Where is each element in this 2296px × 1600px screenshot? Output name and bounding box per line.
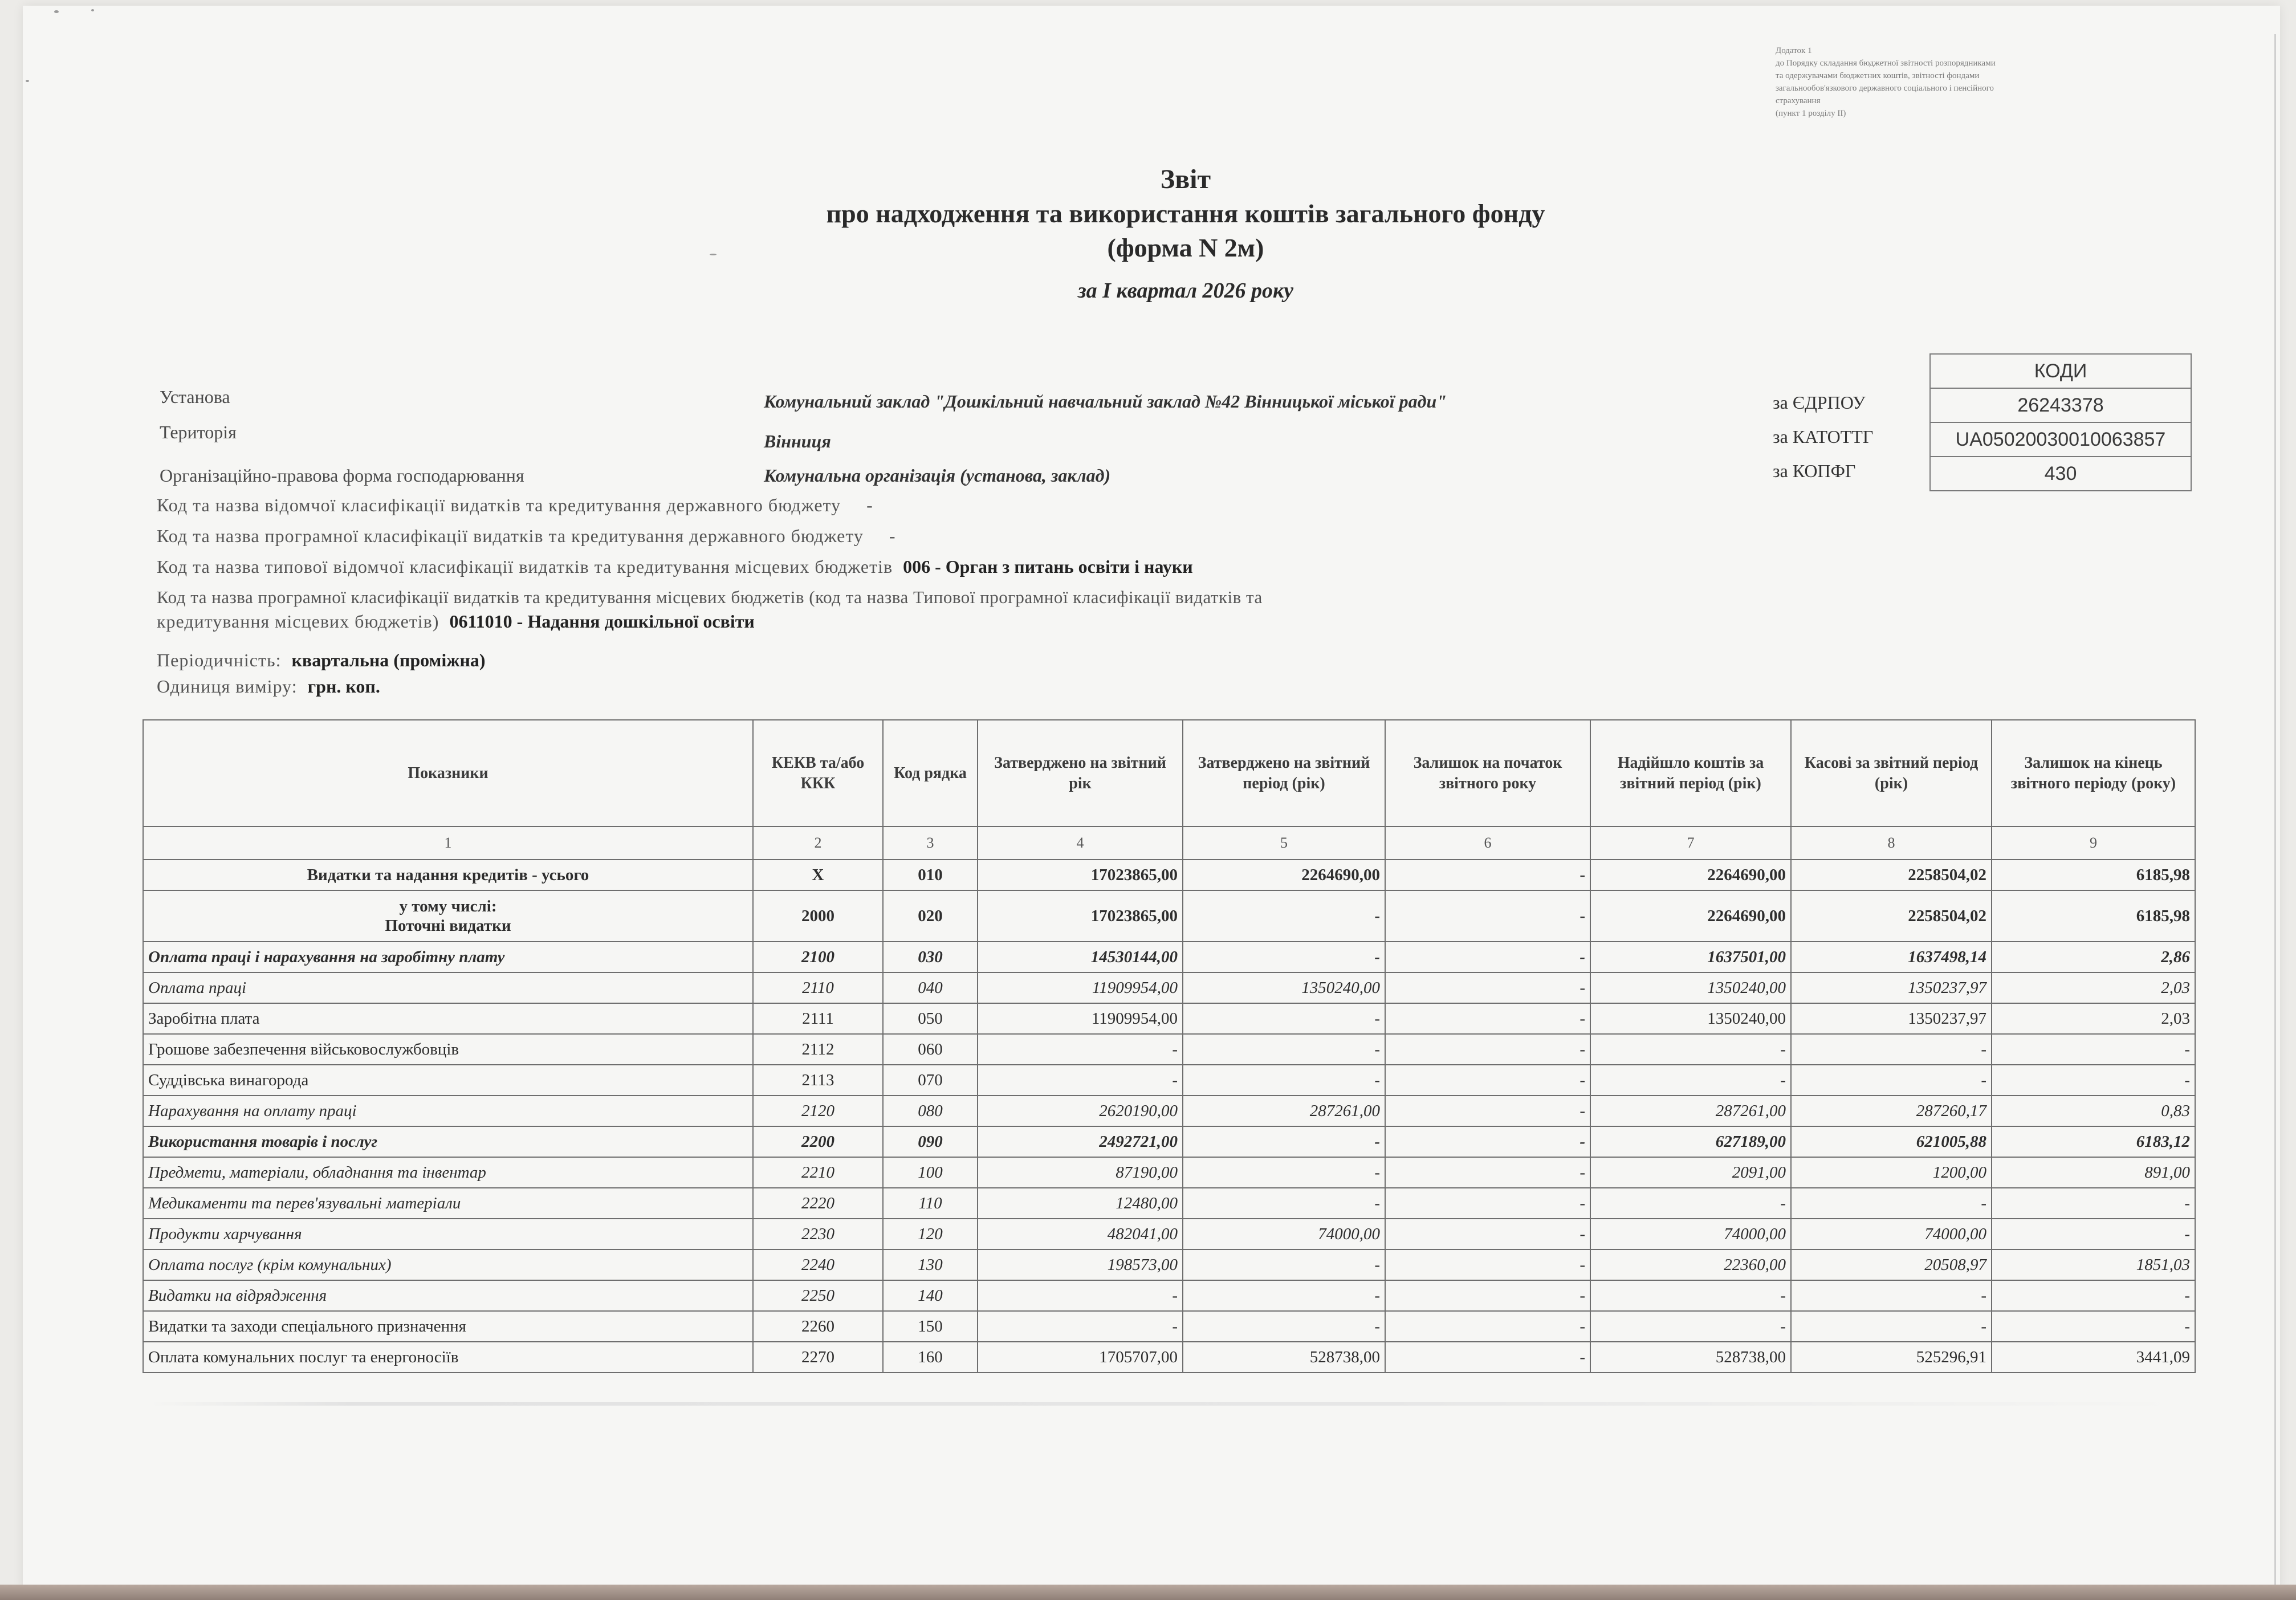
balance-start-cell: - <box>1385 1003 1590 1034</box>
kekv-cell: 2240 <box>753 1249 883 1280</box>
approved-period-cell: - <box>1183 1280 1385 1311</box>
approved-period-cell: 2264690,00 <box>1183 860 1385 890</box>
indicator-name-cell <box>143 1219 753 1249</box>
column-number: 5 <box>1183 827 1385 860</box>
appendix-line: страхування <box>1776 96 1821 105</box>
scan-speck <box>26 80 29 82</box>
indicator-name: Оплата послуг (крім комунальних) <box>148 1255 392 1274</box>
table-row <box>143 1003 2195 1034</box>
indicator-name-cell <box>143 1280 753 1311</box>
table-row <box>143 1219 2195 1249</box>
col-header-indicators: Показники <box>143 720 753 827</box>
col-header-cash: Касові за звітний період (рік) <box>1791 720 1992 827</box>
edrpou-label: за ЄДРПОУ <box>1773 392 1866 413</box>
row-code-cell: 090 <box>883 1126 978 1157</box>
balance-start-cell: - <box>1385 890 1590 942</box>
table-row <box>143 890 2195 942</box>
indicator-name: Оплата праці <box>148 978 247 997</box>
approved-year-cell: 14530144,00 <box>978 942 1183 972</box>
received-cell: 1350240,00 <box>1590 972 1791 1003</box>
unit-label: Одиниця виміру: <box>157 676 298 697</box>
institution-value: Комунальний заклад "Дошкільний навчальний заклад №42 Вінницької міської ради" <box>764 391 1447 412</box>
balance-start-cell: - <box>1385 1157 1590 1188</box>
prog-state-value: - <box>889 526 896 546</box>
cash-cell: - <box>1791 1034 1992 1065</box>
col-header-approved-period: Затверджено на звітний період (рік) <box>1183 720 1385 827</box>
indicator-name-cell <box>143 1126 753 1157</box>
received-cell: 2264690,00 <box>1590 890 1791 942</box>
column-number: 6 <box>1385 827 1590 860</box>
received-cell: 2091,00 <box>1590 1157 1791 1188</box>
received-cell: - <box>1590 1188 1791 1219</box>
typical-dept-label: Код та назва типової відомчої класифікації видатків та кредитування місцевих бюджетів <box>157 556 893 577</box>
prog-state-label: Код та назва програмної класифікації видатків та кредитування державного бюджету <box>157 526 864 546</box>
table-row <box>143 1188 2195 1219</box>
cash-cell: - <box>1791 1311 1992 1342</box>
col-header-kekv: КЕКВ та/або ККК <box>753 720 883 827</box>
kekv-cell: 2113 <box>753 1065 883 1096</box>
approved-year-cell: 17023865,00 <box>978 890 1183 942</box>
appendix-line: (пункт 1 розділу II) <box>1776 109 1846 118</box>
cash-cell: 287260,17 <box>1791 1096 1992 1126</box>
prog-local-label-1: Код та назва програмної класифікації видатків та кредитування місцевих бюджетів (код та назва Типової програмної класифікації видатків та <box>157 587 1263 607</box>
indicator-name: Використання товарів і послуг <box>148 1132 378 1151</box>
katottg-label: за КАТОТТГ <box>1773 426 1874 447</box>
typical-dept-value: 006 - Орган з питань освіти і науки <box>903 556 1193 577</box>
appendix-line: Додаток 1 <box>1776 46 1812 55</box>
col-header-received: Надійшло коштів за звітний період (рік) <box>1590 720 1791 827</box>
indicator-name: Продукти харчування <box>148 1224 302 1243</box>
katottg-code: UA05020030010063857 <box>1930 422 2191 457</box>
approved-period-cell: - <box>1183 1311 1385 1342</box>
kekv-cell: 2120 <box>753 1096 883 1126</box>
approved-year-cell: 11909954,00 <box>978 972 1183 1003</box>
approved-period-cell: 1350240,00 <box>1183 972 1385 1003</box>
received-cell: 74000,00 <box>1590 1219 1791 1249</box>
indicator-name-cell <box>143 1065 753 1096</box>
indicator-name: Суддівська винагорода <box>148 1070 309 1089</box>
territory-label: Територія <box>160 422 237 442</box>
column-number: 8 <box>1791 827 1992 860</box>
kekv-cell: 2111 <box>753 1003 883 1034</box>
indicator-name-cell <box>143 972 753 1003</box>
received-cell: 2264690,00 <box>1590 860 1791 890</box>
balance-start-cell: - <box>1385 1096 1590 1126</box>
balance-start-cell: - <box>1385 860 1590 890</box>
appendix-note <box>1776 44 2220 120</box>
report-title <box>684 162 1687 311</box>
approved-period-cell: - <box>1183 942 1385 972</box>
column-number: 4 <box>978 827 1183 860</box>
cash-cell: 2258504,02 <box>1791 860 1992 890</box>
row-code-cell: 070 <box>883 1065 978 1096</box>
balance-start-cell: - <box>1385 1219 1590 1249</box>
balance-start-cell: - <box>1385 1249 1590 1280</box>
approved-year-cell: 11909954,00 <box>978 1003 1183 1034</box>
prog-local-label-2: кредитування місцевих бюджетів) <box>157 611 439 632</box>
balance-start-cell: - <box>1385 942 1590 972</box>
indicator-name: Нарахування на оплату праці <box>148 1101 357 1120</box>
table-header-row <box>143 720 2195 827</box>
indicator-name: Предмети, матеріали, обладнання та інвентар <box>148 1163 486 1182</box>
approved-year-cell: 87190,00 <box>978 1157 1183 1188</box>
title-line-2: про надходження та використання коштів загального фонду <box>826 199 1545 228</box>
received-cell: - <box>1590 1065 1791 1096</box>
table-row <box>143 1311 2195 1342</box>
cash-cell: 1637498,14 <box>1791 942 1992 972</box>
codes-box <box>1929 353 2192 491</box>
approved-period-cell: - <box>1183 1126 1385 1157</box>
indicator-name: Видатки та надання кредитів - усього <box>307 865 589 884</box>
scan-speck <box>91 9 94 11</box>
kopfg-code: 430 <box>1930 457 2191 491</box>
indicator-name: Медикаменти та перев'язувальні матеріали <box>148 1194 461 1212</box>
received-cell: 528738,00 <box>1590 1342 1791 1373</box>
approved-year-cell: 2620190,00 <box>978 1096 1183 1126</box>
indicator-name-cell <box>143 1003 753 1034</box>
received-cell: 1350240,00 <box>1590 1003 1791 1034</box>
received-cell: - <box>1590 1280 1791 1311</box>
column-number: 9 <box>1992 827 2195 860</box>
row-code-cell: 160 <box>883 1342 978 1373</box>
scan-speck <box>54 10 59 13</box>
kekv-cell: 2250 <box>753 1280 883 1311</box>
approved-year-cell: 198573,00 <box>978 1249 1183 1280</box>
kekv-cell: 2220 <box>753 1188 883 1219</box>
row-code-cell: 030 <box>883 942 978 972</box>
approved-year-cell: 12480,00 <box>978 1188 1183 1219</box>
balance-end-cell: - <box>1992 1280 2195 1311</box>
balance-end-cell: 6183,12 <box>1992 1126 2195 1157</box>
kekv-cell: 2210 <box>753 1157 883 1188</box>
balance-end-cell: 2,03 <box>1992 1003 2195 1034</box>
appendix-line: загальнообов'язкового державного соціального і пенсійного <box>1776 84 1994 93</box>
approved-period-cell: - <box>1183 890 1385 942</box>
approved-period-cell: 528738,00 <box>1183 1342 1385 1373</box>
approved-period-cell: - <box>1183 1065 1385 1096</box>
indicator-name-cell <box>143 1249 753 1280</box>
indicator-name-cell <box>143 942 753 972</box>
row-code-cell: 080 <box>883 1096 978 1126</box>
cash-cell: 621005,88 <box>1791 1126 1992 1157</box>
row-code-cell: 130 <box>883 1249 978 1280</box>
balance-end-cell: 3441,09 <box>1992 1342 2195 1373</box>
balance-start-cell: - <box>1385 972 1590 1003</box>
kekv-cell: 2110 <box>753 972 883 1003</box>
prog-local-classification <box>157 587 1263 608</box>
approved-period-cell: - <box>1183 1157 1385 1188</box>
org-form-label: Організаційно-правова форма господарювання <box>160 465 524 486</box>
balance-end-cell: 6185,98 <box>1992 890 2195 942</box>
cash-cell: - <box>1791 1280 1992 1311</box>
periodicity-label: Періодичність: <box>157 650 282 670</box>
codes-header: КОДИ <box>1930 354 2191 388</box>
org-form-value: Комунальна організація (установа, заклад) <box>764 465 1111 486</box>
balance-start-cell: - <box>1385 1342 1590 1373</box>
row-code-cell: 140 <box>883 1280 978 1311</box>
balance-end-cell: - <box>1992 1065 2195 1096</box>
row-code-cell: 110 <box>883 1188 978 1219</box>
balance-end-cell: - <box>1992 1188 2195 1219</box>
report-table <box>143 719 2196 1373</box>
indicator-name-cell <box>143 890 753 942</box>
row-code-cell: 020 <box>883 890 978 942</box>
col-header-approved-year: Затверджено на звітний рік <box>978 720 1183 827</box>
column-number: 3 <box>883 827 978 860</box>
periodicity <box>157 650 486 671</box>
desk-surface <box>0 1585 2296 1600</box>
kekv-cell: 2100 <box>753 942 883 972</box>
unit-value: грн. коп. <box>307 676 380 697</box>
approved-period-cell: 74000,00 <box>1183 1219 1385 1249</box>
approved-year-cell: 17023865,00 <box>978 860 1183 890</box>
indicator-name: Заробітна плата <box>148 1009 260 1028</box>
title-line-3: (форма N 2м) <box>1107 233 1264 262</box>
approved-period-cell: - <box>1183 1188 1385 1219</box>
indicator-name-cell <box>143 1034 753 1065</box>
indicator-name: у тому числі: <box>399 897 497 915</box>
approved-year-cell: 1705707,00 <box>978 1342 1183 1373</box>
received-cell: 22360,00 <box>1590 1249 1791 1280</box>
column-number-row <box>143 827 2195 860</box>
row-code-cell: 100 <box>883 1157 978 1188</box>
balance-end-cell: 6185,98 <box>1992 860 2195 890</box>
indicator-name-cell <box>143 1311 753 1342</box>
indicator-name-cell <box>143 1188 753 1219</box>
kekv-cell: 2112 <box>753 1034 883 1065</box>
territory-value: Вінниця <box>764 431 831 451</box>
periodicity-value: квартальна (проміжна) <box>291 650 486 670</box>
cash-cell: 74000,00 <box>1791 1219 1992 1249</box>
kopfg-label: за КОПФГ <box>1773 461 1856 481</box>
appendix-line: та одержувачами бюджетних коштів, звітності фондами <box>1776 71 1980 80</box>
balance-start-cell: - <box>1385 1311 1590 1342</box>
kekv-cell: 2260 <box>753 1311 883 1342</box>
balance-start-cell: - <box>1385 1280 1590 1311</box>
row-code-cell: 010 <box>883 860 978 890</box>
table-row <box>143 942 2195 972</box>
cash-cell: - <box>1791 1065 1992 1096</box>
dept-state-value: - <box>866 495 873 515</box>
column-number: 2 <box>753 827 883 860</box>
received-cell: 287261,00 <box>1590 1096 1791 1126</box>
typical-dept-classification <box>157 556 1193 577</box>
approved-period-cell: 287261,00 <box>1183 1096 1385 1126</box>
balance-end-cell: - <box>1992 1034 2195 1065</box>
approved-year-cell: - <box>978 1034 1183 1065</box>
approved-year-cell: - <box>978 1311 1183 1342</box>
table-row <box>143 1157 2195 1188</box>
cash-cell: - <box>1791 1188 1992 1219</box>
cash-cell: 20508,97 <box>1791 1249 1992 1280</box>
indicator-name-sub: Поточні видатки <box>385 917 511 935</box>
balance-end-cell: - <box>1992 1219 2195 1249</box>
table-row <box>143 1342 2195 1373</box>
indicator-name-cell <box>143 1096 753 1126</box>
unit-of-measure <box>157 676 380 697</box>
col-header-row-code: Код рядка <box>883 720 978 827</box>
indicator-name: Видатки та заходи спеціального призначення <box>148 1317 466 1336</box>
institution-label: Установа <box>160 386 230 407</box>
faint-footer-text <box>148 1402 2189 1406</box>
row-code-cell: 050 <box>883 1003 978 1034</box>
cash-cell: 1200,00 <box>1791 1157 1992 1188</box>
balance-start-cell: - <box>1385 1188 1590 1219</box>
table-row <box>143 1065 2195 1096</box>
cash-cell: 1350237,97 <box>1791 1003 1992 1034</box>
row-code-cell: 150 <box>883 1311 978 1342</box>
balance-start-cell: - <box>1385 1126 1590 1157</box>
kekv-cell: X <box>753 860 883 890</box>
kekv-cell: 2270 <box>753 1342 883 1373</box>
cash-cell: 1350237,97 <box>1791 972 1992 1003</box>
kekv-cell: 2230 <box>753 1219 883 1249</box>
dept-state-classification <box>157 495 873 516</box>
page-edge <box>2274 34 2276 1585</box>
column-number: 1 <box>143 827 753 860</box>
table-row <box>143 1280 2195 1311</box>
row-code-cell: 040 <box>883 972 978 1003</box>
received-cell: 1637501,00 <box>1590 942 1791 972</box>
column-number: 7 <box>1590 827 1791 860</box>
prog-local-classification-2 <box>157 611 755 632</box>
kekv-cell: 2200 <box>753 1126 883 1157</box>
received-cell: - <box>1590 1034 1791 1065</box>
approved-period-cell: - <box>1183 1003 1385 1034</box>
indicator-name-cell <box>143 1342 753 1373</box>
appendix-line: до Порядку складання бюджетної звітності розпорядниками <box>1776 59 1996 68</box>
report-period: за I квартал 2026 року <box>1077 279 1294 303</box>
balance-end-cell: 1851,03 <box>1992 1249 2195 1280</box>
edrpou-code: 26243378 <box>1930 388 2191 422</box>
prog-state-classification <box>157 526 896 547</box>
table-row <box>143 1096 2195 1126</box>
indicator-name: Оплата праці і нарахування на заробітну плату <box>148 947 505 966</box>
title-line-1: Звіт <box>1160 164 1211 194</box>
cash-cell: 2258504,02 <box>1791 890 1992 942</box>
indicator-name-cell <box>143 1157 753 1188</box>
kekv-cell: 2000 <box>753 890 883 942</box>
indicator-name: Видатки на відрядження <box>148 1286 327 1305</box>
table-row <box>143 1249 2195 1280</box>
row-code-cell: 060 <box>883 1034 978 1065</box>
balance-start-cell: - <box>1385 1034 1590 1065</box>
indicator-name-cell <box>143 860 753 890</box>
prog-local-value: 0611010 - Надання дошкільної освіти <box>449 611 755 632</box>
approved-period-cell: - <box>1183 1034 1385 1065</box>
dept-state-label: Код та назва відомчої класифікації видатків та кредитування державного бюджету <box>157 495 841 515</box>
balance-end-cell: 2,86 <box>1992 942 2195 972</box>
col-header-balance-start: Залишок на початок звітного року <box>1385 720 1590 827</box>
balance-start-cell: - <box>1385 1065 1590 1096</box>
approved-year-cell: - <box>978 1065 1183 1096</box>
received-cell: - <box>1590 1311 1791 1342</box>
approved-year-cell: 482041,00 <box>978 1219 1183 1249</box>
table-row <box>143 1034 2195 1065</box>
table-row <box>143 972 2195 1003</box>
balance-end-cell: - <box>1992 1311 2195 1342</box>
approved-year-cell: 2492721,00 <box>978 1126 1183 1157</box>
col-header-balance-end: Залишок на кінець звітного періоду (року) <box>1992 720 2195 827</box>
balance-end-cell: 2,03 <box>1992 972 2195 1003</box>
balance-end-cell: 0,83 <box>1992 1096 2195 1126</box>
row-code-cell: 120 <box>883 1219 978 1249</box>
cash-cell: 525296,91 <box>1791 1342 1992 1373</box>
approved-year-cell: - <box>978 1280 1183 1311</box>
balance-end-cell: 891,00 <box>1992 1157 2195 1188</box>
received-cell: 627189,00 <box>1590 1126 1791 1157</box>
table-row <box>143 860 2195 890</box>
approved-period-cell: - <box>1183 1249 1385 1280</box>
table-row <box>143 1126 2195 1157</box>
indicator-name: Оплата комунальних послуг та енергоносіїв <box>148 1347 459 1366</box>
indicator-name: Грошове забезпечення військовослужбовців <box>148 1040 459 1058</box>
